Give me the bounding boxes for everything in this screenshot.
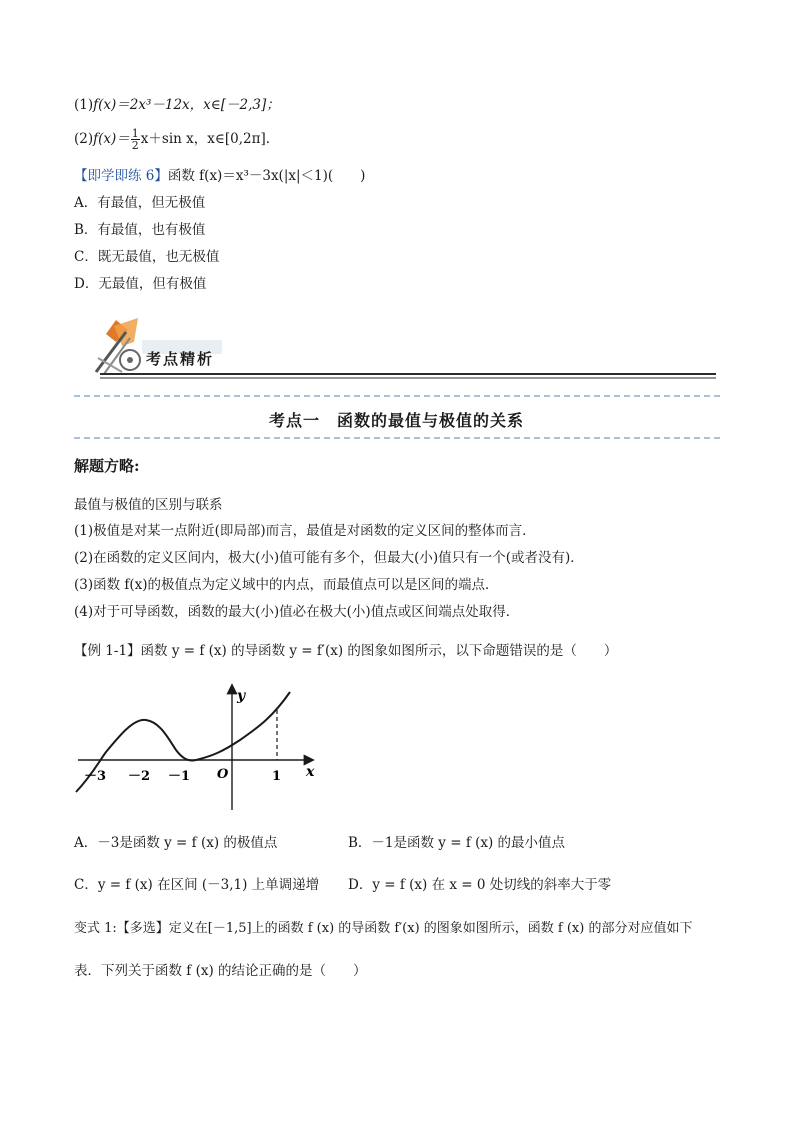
x-axis-label: x — [306, 764, 315, 780]
exercise-2-label: (2) — [74, 131, 94, 147]
practice-6-stem — [74, 167, 365, 185]
example-option-c: C．y = f (x) 在区间 (－3,1) 上单调递增 — [74, 877, 320, 893]
point-3: (3)函数 f(x)的极值点为定义域中的内点，而最值点可以是区间的端点． — [74, 577, 499, 593]
y-axis-label: y — [237, 688, 246, 704]
banner-title: 考点精析 — [146, 350, 215, 368]
tick-label: －1 — [168, 769, 191, 784]
dashed-divider-top — [74, 395, 720, 397]
fraction-numerator: 1 — [131, 127, 139, 140]
example-option-d: D．y = f (x) 在 x = 0 处切线的斜率大于零 — [348, 877, 612, 893]
fraction-one-half — [131, 128, 140, 151]
exercise-1-label: (1) — [74, 97, 94, 113]
tick-label: －3 — [84, 769, 107, 784]
exercise-1-text: f(x)＝2x³－12x，x∈[－2,3]； — [93, 97, 280, 113]
practice-6-option-d: D．无最值，但有极值 — [74, 276, 207, 292]
practice-6-option-b: B．有最值，也有极值 — [74, 222, 206, 238]
point-4: (4)对于可导函数，函数的最大(小)值必在极大(小)值点或区间端点处取得． — [74, 604, 520, 620]
practice-6-option-a: A．有最值，但无极值 — [74, 195, 206, 211]
example-option-a: A．－3是函数 y = f (x) 的极值点 — [74, 835, 278, 851]
drafting-tools-icon — [86, 312, 718, 382]
variant-line-1: 变式 1:【多选】定义在[－1,5]上的函数 f (x) 的导函数 f′(x) 的图象如图所示，函数 f (x) 的部分对应值如下 — [74, 921, 693, 936]
practice-6-text: 函数 f(x)＝x³－3x(|x|＜1)( ) — [167, 168, 366, 184]
practice-6-option-c: C．既无最值，也无极值 — [74, 249, 220, 265]
exercise-2 — [74, 128, 279, 151]
point-2: (2)在函数的定义区间内，极大(小)值可能有多个，但最大(小)值只有一个(或者没有)． — [74, 550, 584, 566]
derivative-graph — [72, 680, 332, 810]
point-1: (1)极值是对某一点附近(即局部)而言，最值是对函数的定义区间的整体而言． — [74, 523, 536, 539]
exercise-2-fx: f(x)＝ — [93, 131, 130, 147]
tick-label: －2 — [128, 769, 151, 784]
exercise-1 — [74, 96, 280, 114]
variant-line-2: 表．下列关于函数 f (x) 的结论正确的是（ ） — [74, 963, 367, 979]
tick-label: 1 — [272, 769, 282, 784]
origin-label: O — [217, 767, 229, 782]
section-subtitle: 最值与极值的区别与联系 — [74, 497, 223, 513]
fraction-denominator: 2 — [131, 139, 139, 152]
example-option-b: B．－1是函数 y = f (x) 的最小值点 — [348, 835, 566, 851]
exercise-2-rest: x＋sin x，x∈[0,2π]． — [140, 131, 280, 147]
dashed-divider-bottom — [74, 437, 720, 439]
practice-6-tag: 【即学即练 6】 — [74, 168, 168, 184]
section-title: 考点一 函数的最值与极值的关系 — [268, 411, 524, 430]
example-stem: 【例 1-1】函数 y = f (x) 的导函数 y = f′(x) 的图象如图所示，以下命题错误的是（ ） — [74, 643, 618, 659]
strategy-label: 解题方略: — [74, 457, 140, 475]
section-banner — [86, 312, 718, 382]
